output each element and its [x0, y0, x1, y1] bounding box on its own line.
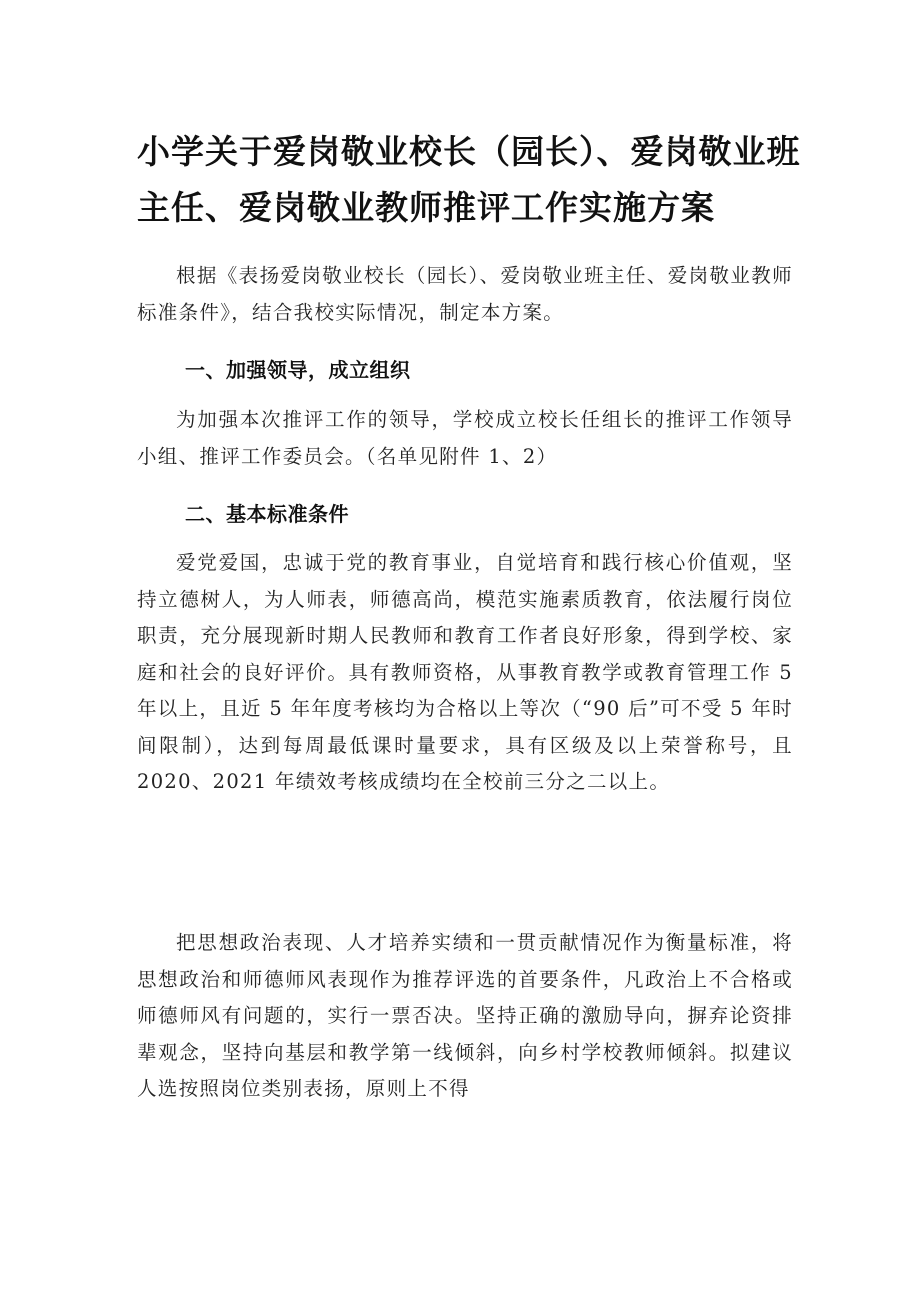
section-2-heading: 二、基本标准条件 [185, 502, 349, 526]
title-line-1: 小学关于爱岗敬业校长（园长）、爱岗敬业班 [137, 132, 801, 171]
section-1-paragraph: 为加强本次推评工作的领导，学校成立校长任组长的推评工作领导小组、推评工作委员会。（名单见附件 1、2） [137, 408, 793, 468]
document-title [137, 124, 801, 236]
intro-paragraph: 根据《表扬爱岗敬业校长（园长）、爱岗敬业班主任、爱岗敬业教师标准条件》，结合我校实际情况，制定本方案。 [137, 264, 793, 324]
section-1-heading: 一、加强领导，成立组织 [185, 358, 411, 382]
section-2-paragraph-1: 爱党爱国，忠诚于党的教育事业，自觉培育和践行核心价值观，坚持立德树人，为人师表，师德高尚，模范实施素质教育，依法履行岗位职责，充分展现新时期人民教师和教育工作者良好形象，得到学校、家庭和社会的良好评价。具有教师资格，从事教育教学或教育管理工作 5 年以上，且近 5 年年度考核均为合格以上等次（“90 后”可不受 5 年时间限制），达到每周最低课时量要求，具有区级及以上荣誉称号，且 2020、2021 年绩效考核成绩均在全校前三分之二以上。 [137, 551, 793, 793]
title-line-2: 主任、爱岗敬业教师推评工作实施方案 [137, 188, 715, 227]
section-2-paragraph-2: 把思想政治表现、人才培养实绩和一贯贡献情况作为衡量标准，将思想政治和师德师风表现作为推荐评选的首要条件，凡政治上不合格或师德师风有问题的，实行一票否决。坚持正确的激励导向，摒弃论资排辈观念，坚持向基层和教学第一线倾斜，向乡村学校教师倾斜。拟建议人选按照岗位类别表扬，原则上不得 [137, 931, 793, 1100]
